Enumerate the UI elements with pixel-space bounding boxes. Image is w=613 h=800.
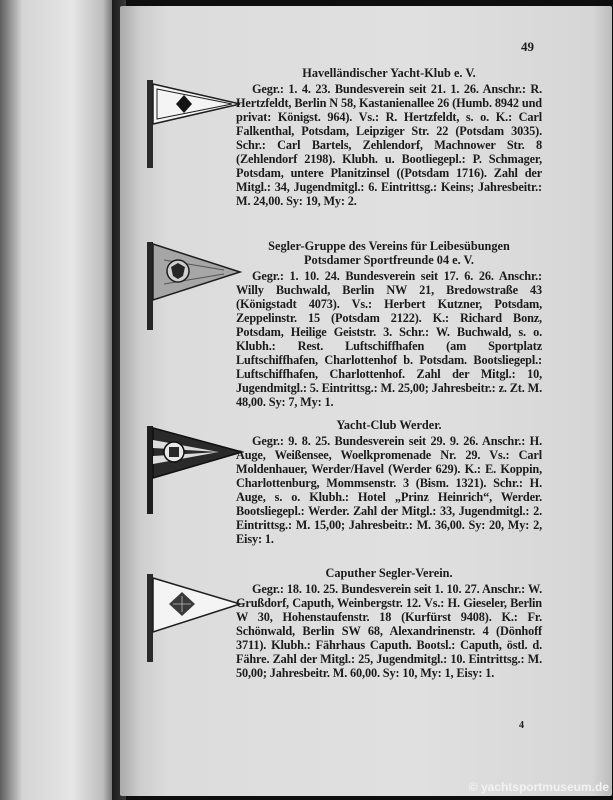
club-details: Gegr.: 1. 10. 24. Bundesverein seit 17. 6. 26. Anschr.: Willy Buchwald, Berlin NW 21, Bredowstraße 43 (Königstadt 4073). Vs.: Herbert Kutzner, Potsdam, Zeppelinstr. 15 (Potsdam 2122). K.: Richard Bonz, Potsdam, Heilige Geiststr. 3. Schr.: W. Buchwald, s. o. Klubh.: Rest. Luftschiffhafen (am Sportplatz Luftschiffhafen, Charlottenhof b. Potsdam. Bootsliegepl.: Luftschiffhafen, Charlottenhof. Zahl der Mitgl.: 10, Jugendmitgl.: 5. Eintrittsg.: M. 25,00; Jahresbeitr.: z. Zt. M. 48,00. Sy: 7, My: 1. [236,269,542,409]
club-details: Gegr.: 1. 4. 23. Bundesverein seit 21. 1. 26. Anschr.: R. Hertzfeldt, Berlin N 58, Kastanienallee 26 (Humb. 8942 und privat: Königst. 964). Vs.: R. Hertzfeldt, s. o. K.: Carl Falkenthal, Potsdam, Leipziger Str. 22 (Potsdam 3035). Schr.: Carl Bartels, Zehlendorf, Machnower Str. 8 (Zehlendorf 2198). Klubh. u. Bootliegepl.: P. Schmager, Potsdam, untere Planitzinsel ((Potsdam 1716). Zahl der Mitgl.: 34, Jugendmitgl.: 6. Eintrittsg.: Keins; Jahresbeitr.: M. 24,00. Sy: 19, My: 2. [236,82,542,208]
club-entry-caputher [236,566,542,680]
club-entry-potsdamer-sportfreunde [236,239,542,409]
club-title: Havelländischer Yacht-Klub e. V. [302,66,476,80]
facing-page-edge [0,0,112,800]
club-details: Gegr.: 18. 10. 25. Bundesverein seit 1. 10. 27. Anschr.: W. Grußdorf, Caputh, Weinbergstr. 12. Vs.: H. Gieseler, Berlin W 30, Hohenstaufenstr. 18 (Kurfürst 9408). K.: Fr. Schönwald, Berlin SW 68, Alexandrinenstr. 4 (Dönhoff 3711). Klubh.: Fährhaus Caputh. Bootsl.: Caputh, östl. d. Fähre. Zahl der Mitgl.: 25, Jugendmitgl.: 10. Eintrittsg.: M. 50,00; Jahresbeitr. M. 60,00. Sy: 10, My: 1, Eisy: 1. [236,582,542,680]
club-pennant-3-crest-icon [144,426,244,516]
book-page [120,6,612,796]
club-pennant-4-diamond-icon [144,574,244,664]
club-pennant-2-eagle-icon [144,242,244,332]
club-entry-yacht-club-werder [236,418,542,546]
club-pennant-1-diamond-icon [144,80,244,170]
copyright-watermark: © yachtsportmuseum.de [468,780,609,794]
club-details: Gegr.: 9. 8. 25. Bundesverein seit 29. 9. 26. Anschr.: H. Auge, Weißensee, Woelkpromenade Nr. 29. Vs.: Carl Moldenhauer, Werder/Havel (Werder 629). K.: E. Koppin, Charlottenburg, Mommsenstr. 3 (Bism. 1321). Schr.: H. Auge, s. o. Klubh.: Hotel „Prinz Heinrich“, Werder. Bootsliegepl.: Werder. Zahl der Mitgl.: 33, Jugendmitgl.: 2. Eintrittsg.: M. 15,00; Jahresbeitr.: M. 36,00. Sy: 20, My: 2, Eisy: 1. [236,434,542,546]
club-title: Yacht-Club Werder. [336,418,442,432]
club-title: Segler-Gruppe des Vereins für Leibesübungen Potsdamer Sportfreunde 04 e. V. [268,239,510,267]
page-number: 49 [521,39,534,54]
signature-mark: 4 [519,720,524,731]
club-title: Caputher Segler-Verein. [325,566,453,580]
club-entry-havellaendischer [236,66,542,208]
